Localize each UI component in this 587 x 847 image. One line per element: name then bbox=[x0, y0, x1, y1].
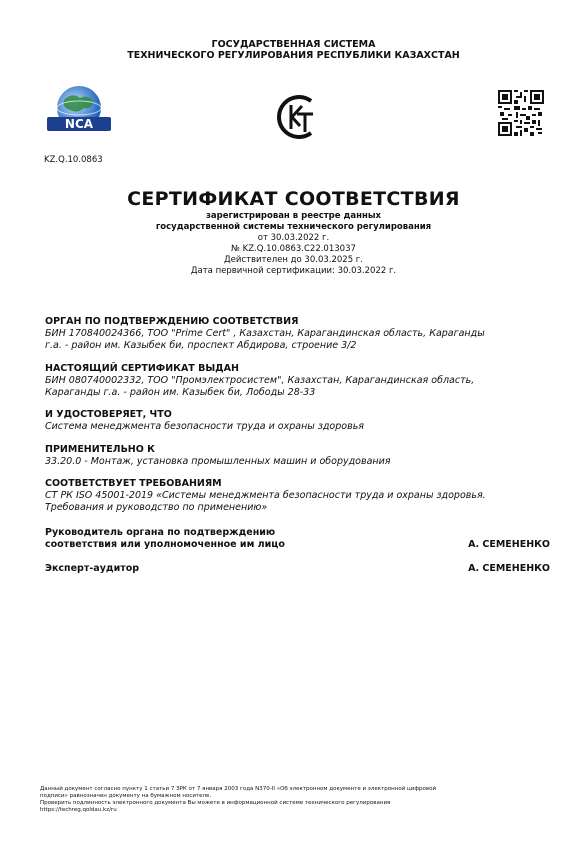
section-heading: И УДОСТОВЕРЯЕТ, ЧТО bbox=[45, 409, 172, 420]
header-line-1: ГОСУДАРСТВЕННАЯ СИСТЕМА bbox=[211, 39, 376, 50]
section-heading: ОРГАН ПО ПОДТВЕРЖДЕНИЮ СООТВЕТСТВИЯ bbox=[45, 316, 299, 327]
section-line: СТ РК ISO 45001-2019 «Системы менеджмента безопасности труда и охраны здоровья. bbox=[45, 490, 486, 501]
section-heading: СООТВЕТСТВУЕТ ТРЕБОВАНИЯМ bbox=[45, 478, 222, 489]
header-title bbox=[0, 39, 587, 61]
signature-expert bbox=[45, 563, 550, 575]
signature-expert-label: Эксперт-аудитор bbox=[45, 563, 140, 574]
section-line: БИН 170840024366, ТОО "Prime Cert" , Казахстан, Карагандинская область, Караганды bbox=[45, 328, 485, 339]
registration-date: от 30.03.2022 г. bbox=[257, 233, 330, 243]
header-line-2: ТЕХНИЧЕСКОГО РЕГУЛИРОВАНИЯ РЕСПУБЛИКИ КАЗАХСТАН bbox=[127, 50, 460, 61]
footer-note bbox=[40, 786, 550, 814]
signature-expert-name: А. СЕМЕНЕНКО bbox=[468, 563, 550, 574]
section-applicable-to bbox=[45, 444, 545, 468]
registration-block bbox=[0, 211, 587, 277]
registration-number: № KZ.Q.10.0863.C22.013037 bbox=[231, 244, 356, 254]
signature-head bbox=[45, 527, 550, 551]
section-line: Требования и руководство по применению» bbox=[45, 502, 268, 513]
kz-conformity-mark-icon bbox=[271, 92, 321, 142]
valid-until: Действителен до 30.03.2025 г. bbox=[224, 255, 363, 265]
section-complies-with bbox=[45, 478, 545, 514]
footer-line-2: подписи» равнозначен документу на бумажном носителе. bbox=[40, 793, 212, 799]
signature-head-line-1: Руководитель органа по подтверждению bbox=[45, 527, 276, 538]
first-certification-date: Дата первичной сертификации: 30.03.2022 г. bbox=[190, 266, 397, 276]
section-line: Караганды г.а. - район им. Казыбек би, Лободы 28-33 bbox=[45, 387, 316, 398]
section-certifies bbox=[45, 409, 545, 433]
section-line: Система менеджмента безопасности труда и охраны здоровья bbox=[45, 421, 365, 432]
footer-line-1: Данный документ согласно пункту 1 статьи 7 ЗРК от 7 января 2003 года N370-II «Об электронном документе и электронной цифровой bbox=[40, 786, 437, 792]
section-issued-to bbox=[45, 363, 545, 399]
signature-head-name: А. СЕМЕНЕНКО bbox=[468, 539, 550, 550]
section-line: 33.20.0 - Монтаж, установка промышленных машин и оборудования bbox=[45, 456, 391, 467]
section-certification-body bbox=[45, 316, 545, 352]
qr-code-icon bbox=[498, 90, 544, 136]
certificate-title: СЕРТИФИКАТ СООТВЕТСТВИЯ bbox=[127, 188, 460, 210]
section-heading: НАСТОЯЩИЙ СЕРТИФИКАТ ВЫДАН bbox=[45, 363, 239, 374]
registration-line-1: зарегистрирован в реестре данных bbox=[205, 211, 382, 221]
registration-line-2: государственной системы технического регулирования bbox=[155, 222, 432, 232]
section-heading: ПРИМЕНИТЕЛЬНО К bbox=[45, 444, 155, 455]
certificate-code: KZ.Q.10.0863 bbox=[44, 155, 103, 165]
footer-line-3: Проверить подлинность электронного документа Вы можете в информационной системе технического регулирования bbox=[40, 800, 391, 806]
footer-link[interactable]: https://techreg.qoldau.kz/ru bbox=[40, 807, 117, 813]
section-line: г.а. - район им. Казыбек би, проспект Абдирова, строение 3/2 bbox=[45, 340, 357, 351]
signature-head-line-2: соответствия или уполномоченное им лицо bbox=[45, 539, 285, 550]
nca-logo-text: NCA bbox=[64, 117, 94, 131]
nca-logo bbox=[44, 84, 114, 144]
section-line: БИН 080740002332, ТОО "Промэлектросистем", Казахстан, Карагандинская область, bbox=[45, 375, 475, 386]
